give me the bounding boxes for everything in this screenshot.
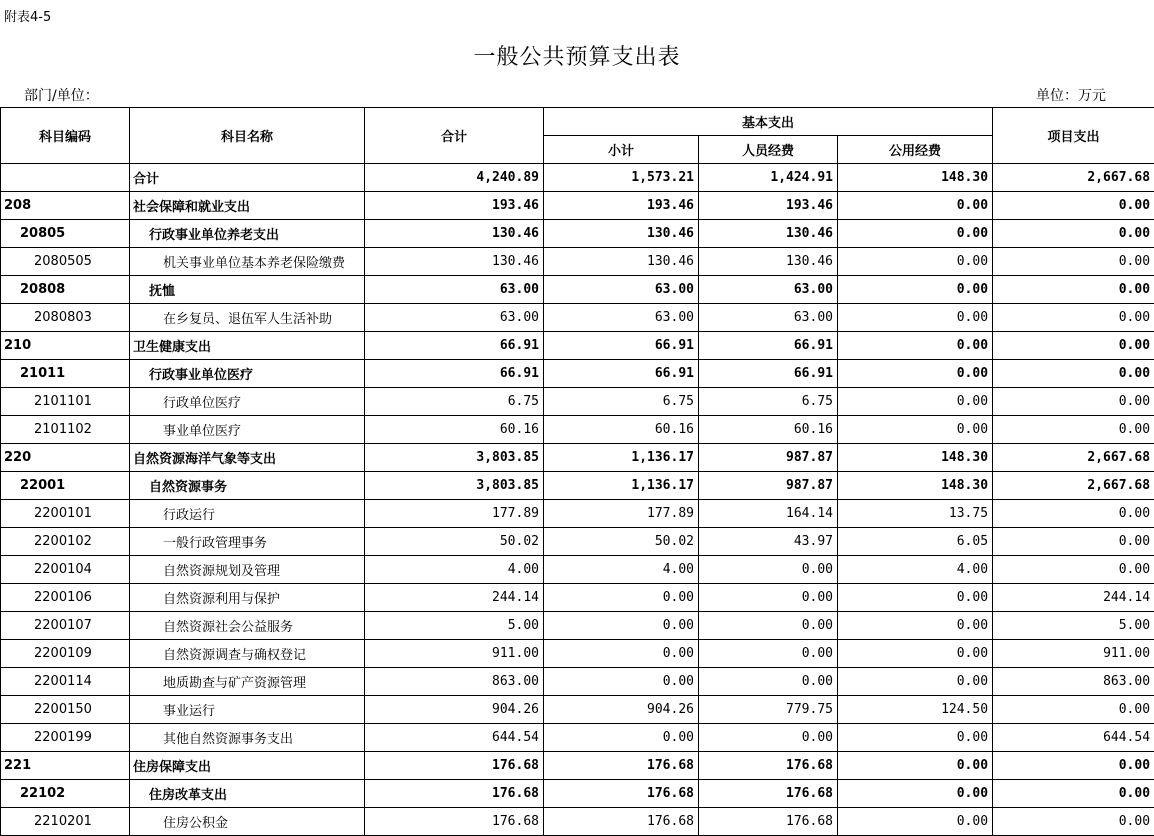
- cell-subtotal: 176.68: [544, 808, 699, 836]
- cell-code: 2080505: [1, 248, 130, 276]
- cell-name: 机关事业单位基本养老保险缴费: [130, 248, 365, 276]
- table-row: [1, 192, 1154, 220]
- cell-code: 210: [1, 332, 130, 360]
- cell-subtotal: 63.00: [544, 276, 699, 304]
- cell-code: 2080803: [1, 304, 130, 332]
- cell-project: 0.00: [993, 556, 1154, 584]
- cell-code: 221: [1, 752, 130, 780]
- cell-total: 60.16: [365, 416, 544, 444]
- cell-project: 2,667.68: [993, 164, 1154, 192]
- cell-public: 0.00: [838, 360, 993, 388]
- table-row: [1, 472, 1154, 500]
- cell-name: 其他自然资源事务支出: [130, 724, 365, 752]
- cell-total: 176.68: [365, 780, 544, 808]
- cell-name: 行政运行: [130, 500, 365, 528]
- cell-total: 911.00: [365, 640, 544, 668]
- cell-subtotal: 0.00: [544, 612, 699, 640]
- unit-label: 单位：万元: [1036, 85, 1106, 105]
- cell-name: 住房改革支出: [130, 780, 365, 808]
- cell-public: 0.00: [838, 388, 993, 416]
- cell-total: 66.91: [365, 332, 544, 360]
- cell-public: 0.00: [838, 584, 993, 612]
- cell-public: 0.00: [838, 332, 993, 360]
- cell-subtotal: 177.89: [544, 500, 699, 528]
- cell-personnel: 987.87: [699, 444, 838, 472]
- cell-personnel: 176.68: [699, 752, 838, 780]
- cell-subtotal: 4.00: [544, 556, 699, 584]
- cell-personnel: 43.97: [699, 528, 838, 556]
- cell-personnel: 130.46: [699, 248, 838, 276]
- table-row: [1, 528, 1154, 556]
- cell-project: 0.00: [993, 808, 1154, 836]
- cell-code: 2210201: [1, 808, 130, 836]
- cell-total: 176.68: [365, 752, 544, 780]
- cell-code: 2200109: [1, 640, 130, 668]
- col-header-subtotal: 小计: [544, 136, 699, 164]
- cell-public: 0.00: [838, 752, 993, 780]
- cell-personnel: 779.75: [699, 696, 838, 724]
- table-row: [1, 248, 1154, 276]
- cell-project: 911.00: [993, 640, 1154, 668]
- cell-code: 208: [1, 192, 130, 220]
- cell-project: 0.00: [993, 528, 1154, 556]
- cell-personnel: 193.46: [699, 192, 838, 220]
- table-row: [1, 724, 1154, 752]
- cell-name: 地质勘查与矿产资源管理: [130, 668, 365, 696]
- cell-personnel: 0.00: [699, 640, 838, 668]
- cell-total: 863.00: [365, 668, 544, 696]
- cell-total: 644.54: [365, 724, 544, 752]
- cell-project: 863.00: [993, 668, 1154, 696]
- cell-total: 63.00: [365, 276, 544, 304]
- cell-project: 0.00: [993, 416, 1154, 444]
- cell-code: 2200150: [1, 696, 130, 724]
- col-header-public: 公用经费: [838, 136, 993, 164]
- cell-public: 148.30: [838, 444, 993, 472]
- cell-name: 自然资源利用与保护: [130, 584, 365, 612]
- cell-total: 176.68: [365, 808, 544, 836]
- cell-public: 0.00: [838, 780, 993, 808]
- cell-subtotal: 130.46: [544, 220, 699, 248]
- cell-personnel: 0.00: [699, 584, 838, 612]
- cell-total: 3,803.85: [365, 472, 544, 500]
- department-label: 部门/单位：: [24, 85, 99, 105]
- cell-personnel: 66.91: [699, 332, 838, 360]
- cell-project: 2,667.68: [993, 472, 1154, 500]
- cell-personnel: 0.00: [699, 612, 838, 640]
- col-header-name: 科目名称: [130, 108, 365, 164]
- cell-subtotal: 63.00: [544, 304, 699, 332]
- cell-code: 2200104: [1, 556, 130, 584]
- table-row: [1, 668, 1154, 696]
- cell-code: 220: [1, 444, 130, 472]
- cell-project: 5.00: [993, 612, 1154, 640]
- cell-personnel: 0.00: [699, 668, 838, 696]
- table-row: [1, 388, 1154, 416]
- col-header-project: 项目支出: [993, 108, 1154, 164]
- expenditure-table: [0, 107, 1154, 836]
- cell-code: 2101101: [1, 388, 130, 416]
- cell-project: 0.00: [993, 752, 1154, 780]
- cell-code: 20805: [1, 220, 130, 248]
- cell-total: 904.26: [365, 696, 544, 724]
- cell-total: 5.00: [365, 612, 544, 640]
- cell-project: 0.00: [993, 276, 1154, 304]
- cell-total: 6.75: [365, 388, 544, 416]
- cell-name: 行政单位医疗: [130, 388, 365, 416]
- cell-public: 0.00: [838, 304, 993, 332]
- table-body: [1, 164, 1154, 836]
- col-header-basic: 基本支出: [544, 108, 993, 136]
- table-row: [1, 276, 1154, 304]
- cell-code: 2101102: [1, 416, 130, 444]
- cell-total: 130.46: [365, 220, 544, 248]
- cell-name: 自然资源调查与确权登记: [130, 640, 365, 668]
- cell-name: 抚恤: [130, 276, 365, 304]
- cell-project: 2,667.68: [993, 444, 1154, 472]
- cell-personnel: 60.16: [699, 416, 838, 444]
- cell-subtotal: 1,136.17: [544, 472, 699, 500]
- cell-subtotal: 1,136.17: [544, 444, 699, 472]
- cell-subtotal: 0.00: [544, 640, 699, 668]
- cell-public: 124.50: [838, 696, 993, 724]
- cell-project: 0.00: [993, 304, 1154, 332]
- cell-name: 事业单位医疗: [130, 416, 365, 444]
- cell-personnel: 66.91: [699, 360, 838, 388]
- cell-personnel: 63.00: [699, 304, 838, 332]
- table-row: [1, 360, 1154, 388]
- cell-code: 21011: [1, 360, 130, 388]
- cell-subtotal: 66.91: [544, 332, 699, 360]
- cell-personnel: 130.46: [699, 220, 838, 248]
- cell-subtotal: 0.00: [544, 584, 699, 612]
- cell-personnel: 176.68: [699, 780, 838, 808]
- cell-code: [1, 164, 130, 192]
- cell-personnel: 63.00: [699, 276, 838, 304]
- cell-project: 0.00: [993, 360, 1154, 388]
- cell-name: 住房公积金: [130, 808, 365, 836]
- cell-public: 0.00: [838, 668, 993, 696]
- cell-subtotal: 0.00: [544, 668, 699, 696]
- cell-subtotal: 176.68: [544, 752, 699, 780]
- cell-project: 644.54: [993, 724, 1154, 752]
- cell-public: 148.30: [838, 472, 993, 500]
- cell-name: 自然资源事务: [130, 472, 365, 500]
- cell-project: 0.00: [993, 220, 1154, 248]
- cell-name: 事业运行: [130, 696, 365, 724]
- cell-project: 0.00: [993, 696, 1154, 724]
- table-row: [1, 220, 1154, 248]
- cell-total: 244.14: [365, 584, 544, 612]
- cell-public: 4.00: [838, 556, 993, 584]
- cell-code: 2200101: [1, 500, 130, 528]
- cell-name: 自然资源规划及管理: [130, 556, 365, 584]
- cell-total: 4.00: [365, 556, 544, 584]
- cell-name: 自然资源海洋气象等支出: [130, 444, 365, 472]
- cell-code: 2200114: [1, 668, 130, 696]
- table-row: [1, 780, 1154, 808]
- cell-subtotal: 66.91: [544, 360, 699, 388]
- cell-total: 130.46: [365, 248, 544, 276]
- cell-total: 177.89: [365, 500, 544, 528]
- cell-project: 0.00: [993, 780, 1154, 808]
- cell-code: 2200107: [1, 612, 130, 640]
- cell-personnel: 6.75: [699, 388, 838, 416]
- col-header-total: 合计: [365, 108, 544, 164]
- cell-project: 0.00: [993, 332, 1154, 360]
- cell-name: 在乡复员、退伍军人生活补助: [130, 304, 365, 332]
- cell-public: 0.00: [838, 724, 993, 752]
- cell-name: 住房保障支出: [130, 752, 365, 780]
- table-row: [1, 612, 1154, 640]
- cell-code: 2200102: [1, 528, 130, 556]
- cell-public: 0.00: [838, 416, 993, 444]
- table-row: [1, 164, 1154, 192]
- cell-public: 0.00: [838, 808, 993, 836]
- cell-subtotal: 50.02: [544, 528, 699, 556]
- cell-total: 66.91: [365, 360, 544, 388]
- table-row: [1, 556, 1154, 584]
- table-row: [1, 332, 1154, 360]
- cell-public: 0.00: [838, 276, 993, 304]
- cell-personnel: 176.68: [699, 808, 838, 836]
- cell-code: 2200106: [1, 584, 130, 612]
- cell-name: 卫生健康支出: [130, 332, 365, 360]
- cell-total: 3,803.85: [365, 444, 544, 472]
- cell-total: 193.46: [365, 192, 544, 220]
- cell-project: 244.14: [993, 584, 1154, 612]
- cell-public: 148.30: [838, 164, 993, 192]
- table-row: [1, 416, 1154, 444]
- cell-personnel: 164.14: [699, 500, 838, 528]
- cell-name: 行政事业单位养老支出: [130, 220, 365, 248]
- cell-name: 自然资源社会公益服务: [130, 612, 365, 640]
- cell-code: 22102: [1, 780, 130, 808]
- page-title: 一般公共预算支出表: [0, 40, 1154, 71]
- cell-total: 50.02: [365, 528, 544, 556]
- cell-subtotal: 0.00: [544, 724, 699, 752]
- col-header-code: 科目编码: [1, 108, 130, 164]
- cell-subtotal: 60.16: [544, 416, 699, 444]
- table-row: [1, 808, 1154, 836]
- cell-total: 4,240.89: [365, 164, 544, 192]
- cell-code: 2200199: [1, 724, 130, 752]
- cell-project: 0.00: [993, 248, 1154, 276]
- cell-subtotal: 6.75: [544, 388, 699, 416]
- cell-public: 13.75: [838, 500, 993, 528]
- cell-public: 6.05: [838, 528, 993, 556]
- cell-public: 0.00: [838, 220, 993, 248]
- cell-name: 社会保障和就业支出: [130, 192, 365, 220]
- cell-code: 20808: [1, 276, 130, 304]
- cell-subtotal: 193.46: [544, 192, 699, 220]
- cell-name: 合计: [130, 164, 365, 192]
- cell-subtotal: 130.46: [544, 248, 699, 276]
- table-row: [1, 500, 1154, 528]
- cell-public: 0.00: [838, 192, 993, 220]
- attachment-ref: 附表4-5: [4, 6, 51, 25]
- cell-subtotal: 1,573.21: [544, 164, 699, 192]
- cell-personnel: 1,424.91: [699, 164, 838, 192]
- table-row: [1, 752, 1154, 780]
- cell-personnel: 0.00: [699, 556, 838, 584]
- cell-name: 一般行政管理事务: [130, 528, 365, 556]
- cell-public: 0.00: [838, 612, 993, 640]
- table-row: [1, 304, 1154, 332]
- cell-personnel: 987.87: [699, 472, 838, 500]
- table-row: [1, 696, 1154, 724]
- table-row: [1, 584, 1154, 612]
- table-row: [1, 444, 1154, 472]
- cell-project: 0.00: [993, 500, 1154, 528]
- table-row: [1, 640, 1154, 668]
- cell-project: 0.00: [993, 388, 1154, 416]
- cell-name: 行政事业单位医疗: [130, 360, 365, 388]
- cell-subtotal: 176.68: [544, 780, 699, 808]
- cell-personnel: 0.00: [699, 724, 838, 752]
- cell-project: 0.00: [993, 192, 1154, 220]
- col-header-personnel: 人员经费: [699, 136, 838, 164]
- cell-code: 22001: [1, 472, 130, 500]
- cell-public: 0.00: [838, 248, 993, 276]
- cell-subtotal: 904.26: [544, 696, 699, 724]
- cell-public: 0.00: [838, 640, 993, 668]
- cell-total: 63.00: [365, 304, 544, 332]
